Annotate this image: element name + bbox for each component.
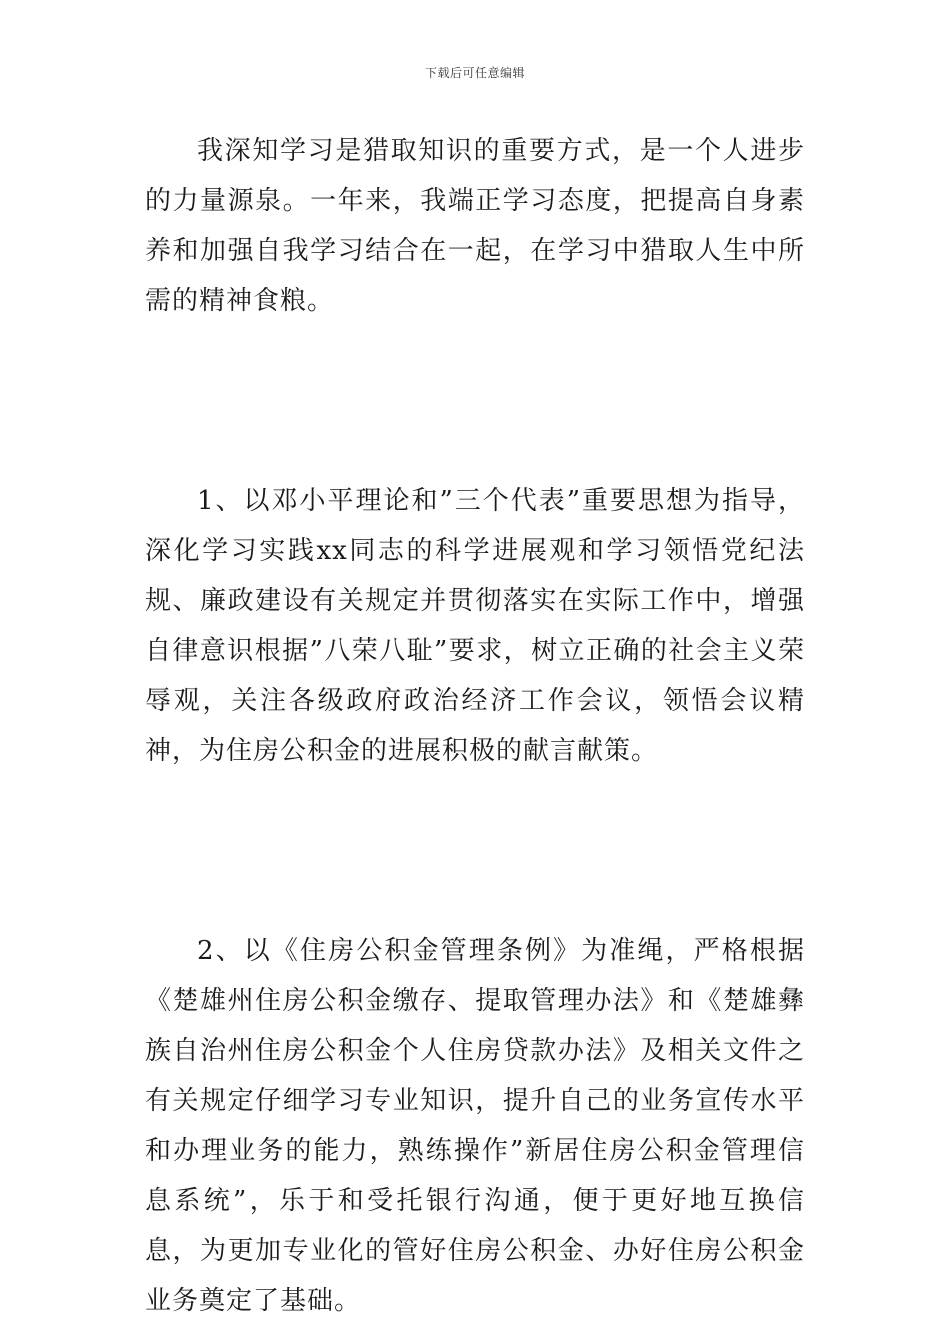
paragraph-item-2: 2、以《住房公积金管理条例》为准绳，严格根据《楚雄州住房公积金缴存、提取管理办法》和《楚雄彝族自治州住房公积金个人住房贷款办法》及相关文件之有关规定仔细学习专业知识，提升自己的业务宣传水平和办理业务的能力，熟练操作”新居住房公积金管理信息系统”，乐于和受托银行沟通，便于更好地互换信息，为更加专业化的管好住房公积金、办好住房公积金业务奠定了基础。 <box>145 936 805 1316</box>
document-body <box>145 126 805 1326</box>
paragraph-item-1: 1、以邓小平理论和”三个代表”重要思想为指导，深化学习实践xx同志的科学进展观和学习领悟党纪法规、廉政建设有关规定并贯彻落实在实际工作中，增强自律意识根据”八荣八耻”要求，树立正确的社会主义荣辱观，关注各级政府政治经济工作会议，领悟会议精神，为住房公积金的进展积极的献言献策。 <box>145 486 805 766</box>
page-header: 下载后可任意编辑 <box>424 66 525 80</box>
paragraph-intro: 我深知学习是猎取知识的重要方式，是一个人进步的力量源泉。一年来，我端正学习态度，把提高自身素养和加强自我学习结合在一起，在学习中猎取人生中所需的精神食粮。 <box>145 136 805 316</box>
